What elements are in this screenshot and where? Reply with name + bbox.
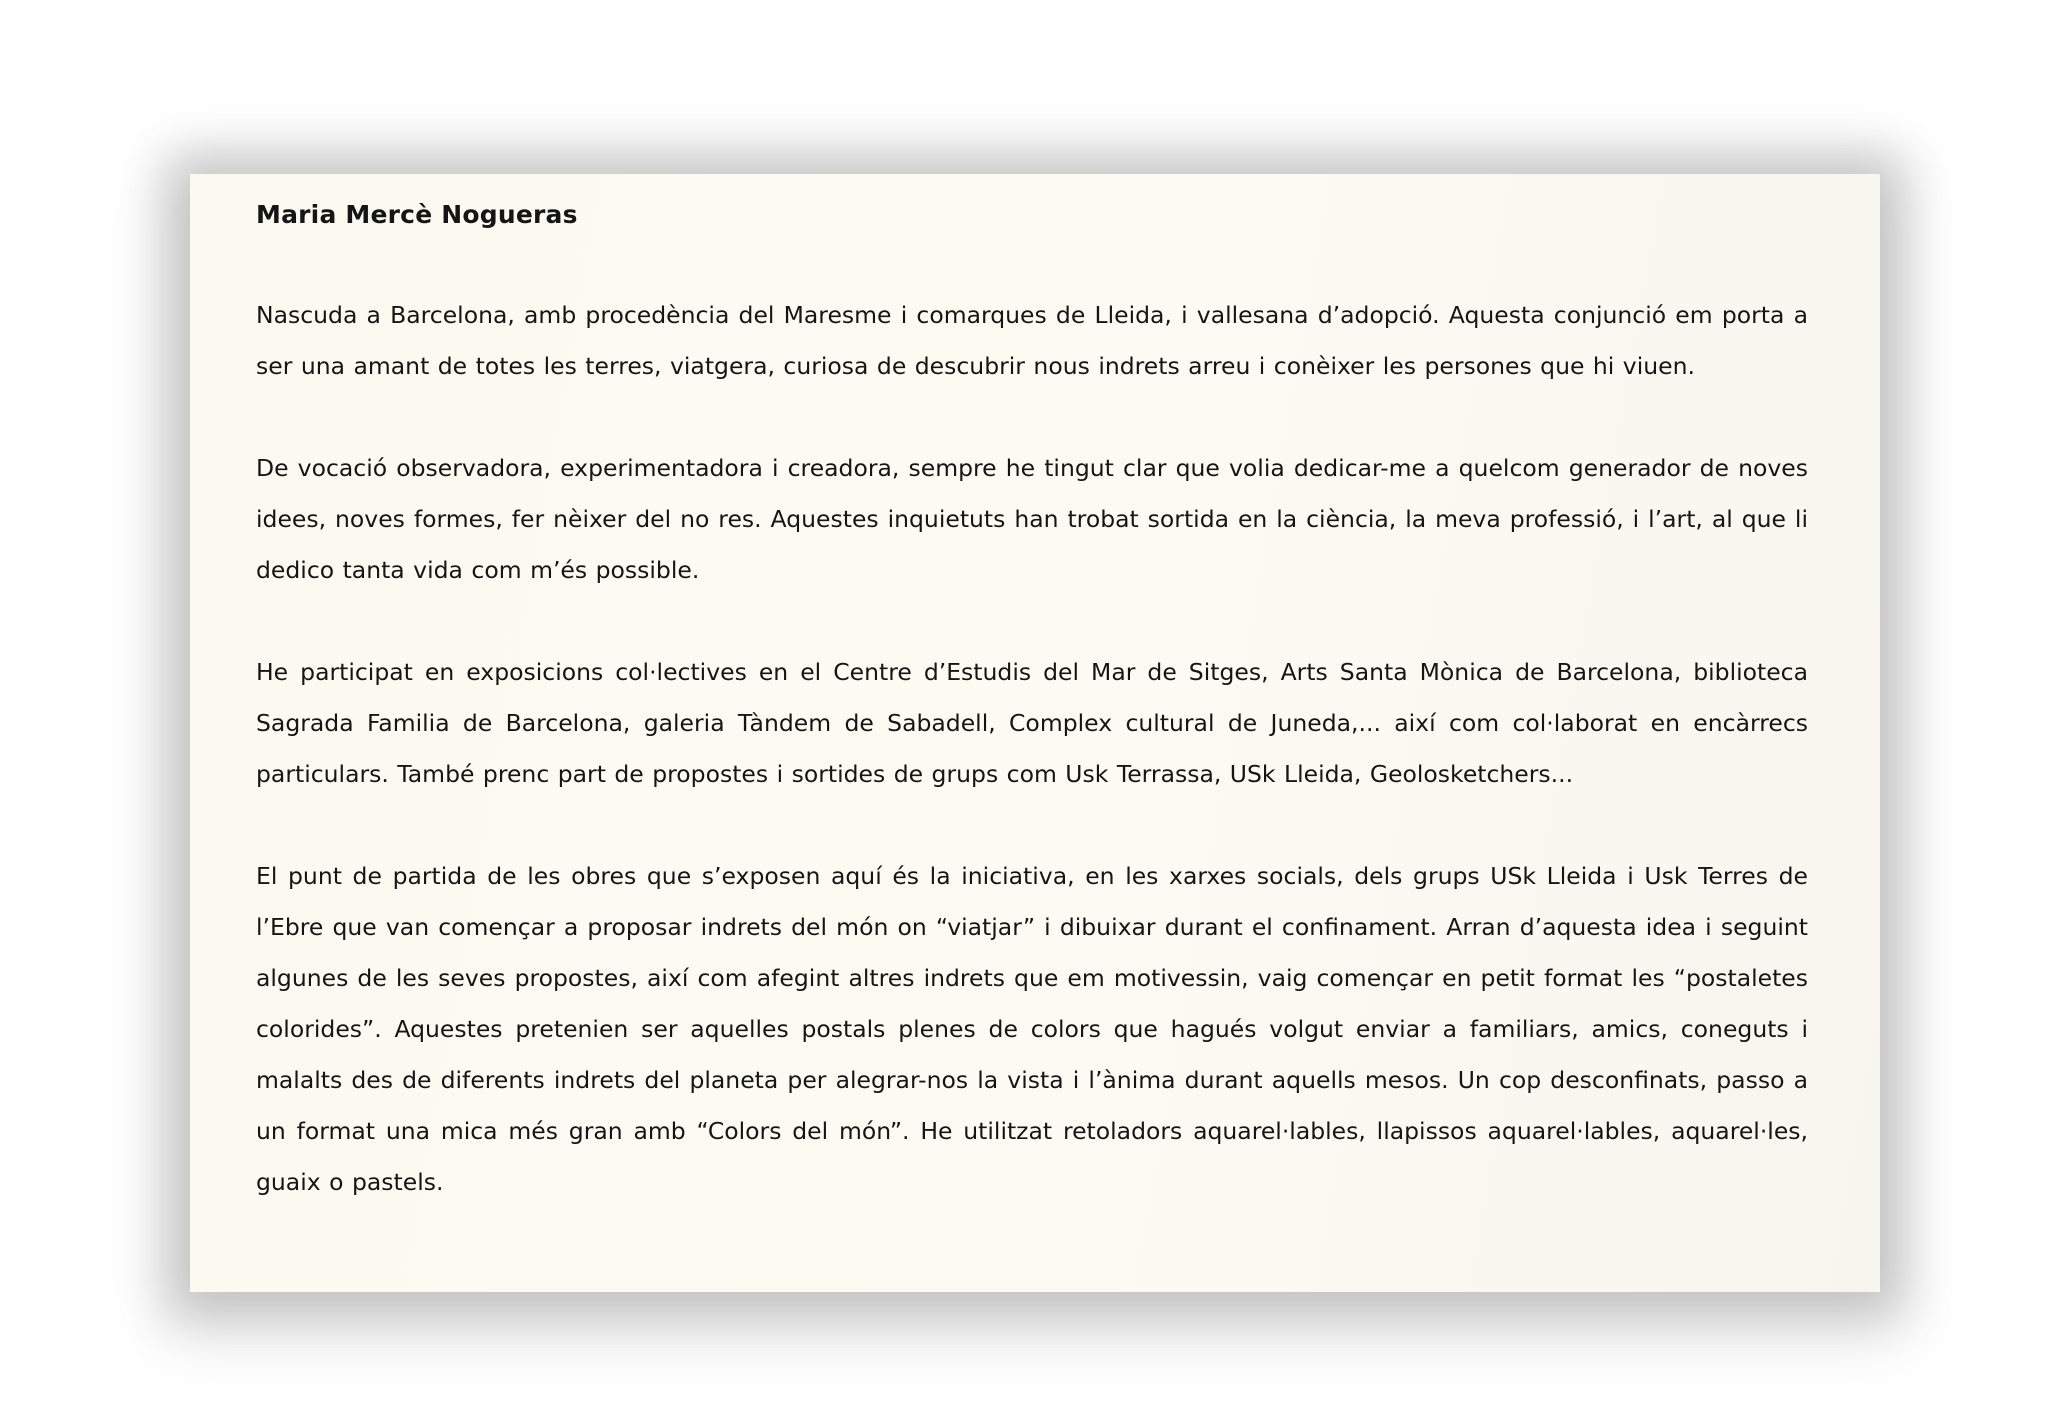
paragraph-exhibitions: He participat en exposicions col·lectives en el Centre d’Estudis del Mar de Sitges, Arts Santa Mònica de Barcelona, biblioteca Sagrada Familia de Barcelona, galeria Tàndem de Sabadell, Complex cultural de Juneda,... així com col·laborat en encàrrecs particulars. També prenc part de propostes i sortides de grups com Usk Terrassa, USk Lleida, Geolosketchers... (256, 658, 1808, 788)
paragraph-vocation: De vocació observadora, experimentadora i creadora, sempre he tingut clar que volia dedicar-me a quelcom generador de noves idees, noves formes, fer nèixer del no res. Aquestes inquietuts han trobat sortida en la ciència, la meva professió, i l’art, al que li dedico tanta vida com m’és possible. (256, 454, 1808, 584)
paragraph-origin: Nascuda a Barcelona, amb procedència del Maresme i comarques de Lleida, i vallesana d’adopció. Aquesta conjunció em porta a ser una amant de totes les terres, viatgera, curiosa de descubrir nous indrets arreu i conèixer les persones que hi viuen. (256, 301, 1808, 380)
paper-sheet (190, 174, 1880, 1292)
document-title: Maria Mercè Nogueras (256, 200, 578, 229)
paragraph-works: El punt de partida de les obres que s’exposen aquí és la iniciativa, en les xarxes socials, dels grups USk Lleida i Usk Terres de l’Ebre que van començar a proposar indrets del món on “viatjar” i dibuixar durant el confinament. Arran d’aquesta idea i seguint algunes de les seves propostes, així com afegint altres indrets que em motivessin, vaig començar en petit format les “postaletes colorides”. Aquestes pretenien ser aquelles postals plenes de colors que hagués volgut enviar a familiars, amics, coneguts i malalts des de diferents indrets del planeta per alegrar-nos la vista i l’ànima durant aquells mesos. Un cop desconfinats, passo a un format una mica més gran amb “Colors del món”. He utilitzat retoladors aquarel·lables, llapissos aquarel·lables, aquarel·les, guaix o pastels. (256, 862, 1808, 1196)
